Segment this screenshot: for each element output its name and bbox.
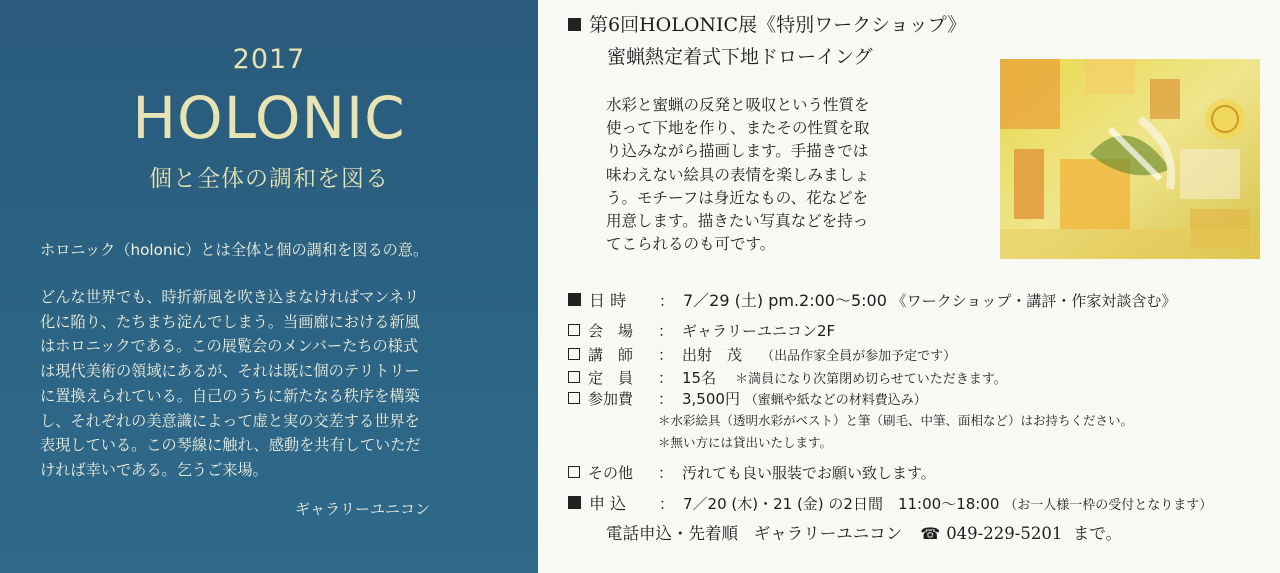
venue-row: 会 場 ： ギャラリーユニコン2F bbox=[568, 320, 835, 341]
statement-line: し、それぞれの美意識によって虚と実の交差する世界を bbox=[40, 411, 420, 430]
apply-row: 申 込 ： 7／20 (木)・21 (金) の2日間 11:00〜18:00 （お一人様一枠の受付となります） bbox=[568, 491, 1212, 514]
filled-square-bullet-icon bbox=[568, 496, 581, 509]
filled-square-bullet-icon bbox=[568, 18, 581, 31]
open-square-bullet-icon bbox=[568, 348, 580, 360]
gallery-signature: ギャラリーユニコン bbox=[295, 500, 431, 518]
exhibition-subtitle: 個と全体の調和を図る bbox=[149, 166, 389, 192]
workshop-description bbox=[606, 94, 870, 256]
fee-note-1: ＊水彩絵具（透明水彩がベスト）と筆（刷毛、中筆、面相など）はお持ちください。 bbox=[658, 413, 1134, 428]
other-row: その他 ： 汚れても良い服装でお願い致します。 bbox=[568, 462, 936, 483]
filled-square-bullet-icon bbox=[568, 293, 581, 306]
description-line: てこられるのも可です。 bbox=[606, 235, 776, 254]
fee-row: 参加費 ： 3,500円 （蜜蝋や紙などの材料費込み） bbox=[568, 388, 927, 409]
description-line: 用意します。描きたい写真などを持っ bbox=[606, 212, 869, 231]
exhibition-year: 2017 bbox=[232, 44, 306, 75]
statement-line: 表現している。この琴線に触れ、感動を共有していただ bbox=[40, 436, 421, 455]
statement-line: に置換えられている。自己のうちに新たなる秩序を構築 bbox=[40, 386, 420, 405]
open-square-bullet-icon bbox=[568, 371, 580, 383]
artwork-image bbox=[1000, 59, 1260, 259]
right-panel bbox=[538, 0, 1280, 573]
statement-text bbox=[40, 285, 421, 483]
description-line: 味わえない絵具の表情を楽しみましょ bbox=[606, 165, 870, 184]
workshop-header: 第6回HOLONIC展《特別ワークショップ》 bbox=[568, 10, 966, 37]
description-line: り込みながら描画します。手描きでは bbox=[606, 142, 869, 161]
statement-line: はホロニックである。この展覧会のメンバーたちの様式 bbox=[40, 337, 419, 356]
statement-line: は現代美術の領域にあるが、それは既に個のテリトリー bbox=[40, 362, 420, 381]
exhibition-title: HOLONIC bbox=[132, 84, 406, 152]
description-line: う。モチーフは身近なもの、花などを bbox=[606, 188, 869, 207]
statement-line: どんな世界でも、時折新風を吹き込まなければマンネリ bbox=[40, 288, 420, 306]
telephone-icon: ☎ bbox=[920, 524, 941, 543]
capacity-row: 定 員 ： 15名 ＊満員になり次第閉め切らせていただきます。 bbox=[568, 367, 1007, 388]
left-panel bbox=[0, 0, 538, 573]
datetime-row: 日 時 ： 7／29 (土) pm.2:00〜5:00 《ワークショップ・講評・作家対談含む》 bbox=[568, 288, 1176, 311]
fee-note-2: ＊無い方には貸出いたします。 bbox=[658, 435, 833, 450]
statement-line: 化に陥り、たちまち淀んでしまう。当画廊における新風 bbox=[40, 312, 420, 331]
description-line: 水彩と蜜蝋の反発と吸収という性質を bbox=[606, 96, 870, 114]
description-line: 使って下地を作り、またその性質を取 bbox=[606, 119, 870, 138]
phone-line: 電話申込・先着順 ギャラリーユニコン ☎ 049-229-5201 まで。 bbox=[606, 524, 1122, 543]
open-square-bullet-icon bbox=[568, 324, 580, 336]
statement-line: ければ幸いである。乞うご来場。 bbox=[40, 460, 268, 479]
intro-text: ホロニック（holonic）とは全体と個の調和を図るの意。 bbox=[40, 241, 429, 259]
open-square-bullet-icon bbox=[568, 392, 580, 404]
instructor-row: 講 師 ： 出射 茂 （出品作家全員が参加予定です） bbox=[568, 344, 956, 365]
open-square-bullet-icon bbox=[568, 466, 580, 478]
workshop-title: 蜜蝋熱定着式下地ドローイング bbox=[607, 46, 873, 68]
